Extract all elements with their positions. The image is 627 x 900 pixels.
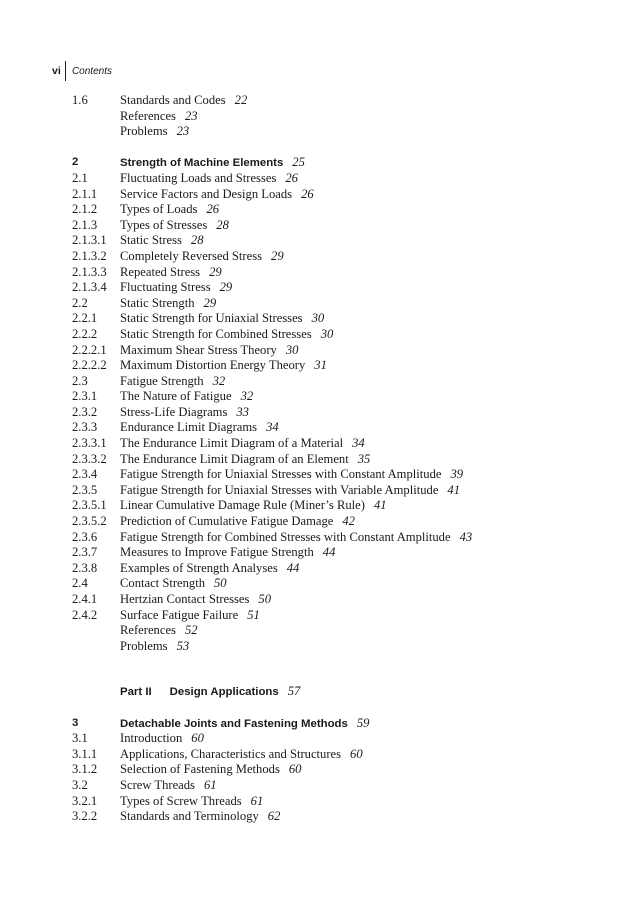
- toc-entry[interactable]: [72, 809, 612, 825]
- toc-entry-number: 2.3.7: [72, 545, 98, 560]
- toc-entry-page: 29: [271, 248, 284, 263]
- toc-entry[interactable]: [72, 778, 612, 794]
- toc-entry[interactable]: [72, 311, 612, 327]
- toc-entry-title: References: [120, 623, 176, 638]
- toc-entry-number: 2.4: [72, 576, 88, 591]
- toc-entry-page: 59: [356, 715, 370, 730]
- toc-entry-title: Problems: [120, 124, 168, 139]
- toc-entry-page: 23: [184, 108, 198, 123]
- toc-entry[interactable]: [72, 233, 612, 249]
- toc-entry-number: 3: [72, 716, 79, 729]
- toc-entry-title: Service Factors and Design Loads: [120, 186, 293, 201]
- toc-entry[interactable]: [72, 592, 612, 608]
- toc-entry-page: 44: [322, 545, 336, 560]
- header-rule: [65, 61, 66, 81]
- toc-entry-page: 41: [373, 498, 387, 513]
- toc-entry-page: 41: [447, 482, 461, 497]
- toc-entry-title: The Nature of Fatigue: [120, 389, 232, 404]
- toc-entry-title: Selection of Fastening Methods: [120, 762, 280, 777]
- toc-entry[interactable]: [72, 420, 612, 436]
- spacer: [72, 140, 612, 156]
- toc-entry[interactable]: [72, 545, 612, 561]
- toc-entry-title: Fluctuating Stress: [120, 280, 211, 295]
- toc-entry-number: 3.2.1: [72, 793, 98, 808]
- toc-entry-page: 26: [285, 170, 298, 185]
- toc-entry-title: Maximum Shear Stress Theory: [120, 342, 277, 357]
- toc-entry[interactable]: [72, 171, 612, 187]
- toc-entry-title: Fatigue Strength for Uniaxial Stresses with Constant Amplitude: [120, 467, 442, 482]
- toc-entry[interactable]: [72, 296, 612, 312]
- toc-entry-page: 32: [212, 373, 226, 388]
- table-of-contents: [72, 93, 612, 825]
- spacer: [72, 700, 612, 716]
- toc-entry-title: Hertzian Contact Stresses: [120, 592, 250, 606]
- toc-entry-page: 34: [352, 436, 365, 451]
- toc-entry[interactable]: [72, 389, 612, 405]
- spacer: [72, 654, 612, 684]
- toc-entry-number: 2.2.2: [72, 326, 98, 341]
- toc-entry-number: 2.3.3: [72, 420, 98, 435]
- toc-entry-number: 2: [72, 156, 79, 169]
- toc-entry-number: 2.1.3.4: [72, 280, 107, 295]
- toc-entry-number: 2.3.3.1: [72, 436, 107, 451]
- toc-entry-page: 57: [287, 684, 301, 699]
- toc-entry-title: Endurance Limit Diagrams: [120, 420, 258, 435]
- toc-entry[interactable]: [72, 327, 612, 343]
- toc-entry-title: Fatigue Strength for Uniaxial Stresses with Variable Amplitude: [120, 482, 439, 497]
- toc-entry-number: 2.2.2.2: [72, 358, 107, 373]
- toc-entry-page: 61: [203, 777, 217, 792]
- toc-entry-number: 2.3.5.2: [72, 514, 107, 529]
- toc-entry-page: 32: [240, 389, 254, 404]
- toc-entry-title: Types of Screw Threads: [120, 793, 242, 808]
- toc-entry[interactable]: [72, 530, 612, 546]
- toc-entry-page: 28: [190, 233, 204, 248]
- toc-entry-page: 29: [203, 295, 217, 310]
- toc-entry-page: 25: [292, 155, 305, 170]
- toc-entry-title: Maximum Distortion Energy Theory: [120, 358, 306, 373]
- toc-entry[interactable]: [72, 187, 612, 203]
- toc-entry[interactable]: [72, 93, 612, 109]
- toc-entry[interactable]: [72, 576, 612, 592]
- toc-entry-title: Completely Reversed Stress: [120, 248, 263, 263]
- toc-entry-title: Fatigue Strength for Combined Stresses with Constant Amplitude: [120, 529, 451, 544]
- toc-entry-title: Contact Strength: [120, 576, 205, 591]
- page-header: [52, 61, 112, 81]
- toc-entry[interactable]: [72, 358, 612, 374]
- toc-entry-page: 33: [236, 404, 249, 419]
- toc-entry[interactable]: [72, 265, 612, 281]
- toc-entry-number: 2.3.8: [72, 560, 98, 575]
- toc-entry-title: References: [120, 108, 176, 123]
- toc-entry-number: 2.2.1: [72, 311, 98, 326]
- toc-chapter-2[interactable]: [72, 155, 612, 171]
- toc-entry-title: Prediction of Cumulative Fatigue Damage: [120, 514, 334, 529]
- toc-entry-page: 60: [191, 731, 204, 746]
- toc-entry-number: 3.1.2: [72, 762, 98, 777]
- toc-entry-number: 2.4.1: [72, 592, 98, 606]
- toc-entry[interactable]: [72, 109, 612, 125]
- toc-entry-title: Introduction: [120, 731, 183, 746]
- toc-block-ch3: [72, 731, 612, 825]
- page-folio: vi: [52, 65, 61, 77]
- toc-entry-title: Types of Loads: [120, 202, 198, 217]
- toc-entry-number: 2.1.3.1: [72, 233, 107, 248]
- toc-entry-number: 2.3.6: [72, 529, 98, 544]
- toc-entry-number: 2.1.2: [72, 202, 98, 217]
- toc-entry-page: 28: [216, 217, 229, 232]
- toc-entry-title: Types of Stresses: [120, 217, 208, 232]
- running-title: Contents: [71, 65, 112, 77]
- toc-entry-page: 43: [459, 529, 473, 544]
- toc-entry-page: 39: [450, 467, 464, 482]
- toc-entry[interactable]: [72, 343, 612, 359]
- toc-entry-page: 60: [350, 746, 363, 761]
- toc-entry-page: 23: [176, 124, 190, 139]
- toc-entry-title: The Endurance Limit Diagram of a Material: [120, 436, 344, 451]
- toc-entry-number: 2.1.1: [72, 186, 98, 201]
- toc-entry-number: 2.3.3.2: [72, 451, 107, 466]
- toc-entry[interactable]: [72, 498, 612, 514]
- toc-entry[interactable]: [72, 124, 612, 140]
- toc-entry-page: 53: [176, 638, 190, 653]
- toc-entry-page: 30: [320, 326, 334, 341]
- toc-entry[interactable]: [72, 218, 612, 234]
- toc-entry-number: 2.1.3.2: [72, 248, 107, 263]
- toc-entry[interactable]: [72, 249, 612, 265]
- toc-entry-number: 2.1: [72, 170, 88, 185]
- toc-entry-page: 62: [267, 809, 281, 824]
- toc-entry-page: 31: [314, 358, 327, 373]
- toc-entry-page: 22: [234, 93, 248, 107]
- toc-entry[interactable]: [72, 623, 612, 639]
- toc-entry-number: 2.4.2: [72, 607, 98, 622]
- toc-entry-title: Fluctuating Loads and Stresses: [120, 170, 277, 185]
- toc-entry-title: Static Stress: [120, 233, 182, 248]
- toc-entry-page: 51: [247, 607, 260, 622]
- toc-entry-title: Static Strength for Combined Stresses: [120, 326, 312, 341]
- toc-part-2[interactable]: [72, 684, 612, 700]
- toc-entry[interactable]: [72, 405, 612, 421]
- toc-entry-number: 2.3.2: [72, 404, 98, 419]
- toc-part-label: Part II: [120, 686, 152, 699]
- toc-entry-title: Strength of Machine Elements: [120, 157, 284, 170]
- toc-entry[interactable]: [72, 561, 612, 577]
- toc-entry-title: Static Strength: [120, 295, 195, 310]
- toc-entry-page: 30: [311, 311, 325, 326]
- toc-entry-page: 30: [285, 342, 299, 357]
- toc-entry-page: 26: [301, 186, 314, 201]
- toc-entry[interactable]: [72, 452, 612, 468]
- toc-entry-number: 3.1: [72, 731, 88, 746]
- toc-entry[interactable]: [72, 202, 612, 218]
- toc-entry[interactable]: [72, 762, 612, 778]
- toc-entry-page: 60: [288, 762, 302, 777]
- toc-entry-page: 34: [266, 420, 279, 435]
- toc-entry-page: 42: [342, 514, 355, 529]
- toc-entry[interactable]: [72, 731, 612, 747]
- toc-entry-title: The Endurance Limit Diagram of an Element: [120, 451, 349, 466]
- toc-entry[interactable]: [72, 467, 612, 483]
- toc-entry-page: 50: [214, 576, 227, 591]
- toc-entry-page: 50: [258, 592, 271, 606]
- toc-entry-page: 35: [357, 451, 371, 466]
- toc-entry[interactable]: [72, 639, 612, 655]
- toc-entry-number: 2.2: [72, 295, 88, 310]
- toc-entry-number: 2.1.3: [72, 217, 98, 232]
- toc-entry-page: 26: [206, 202, 220, 217]
- toc-entry-title: Linear Cumulative Damage Rule (Miner’s Rule): [120, 498, 365, 513]
- toc-entry-page: 52: [184, 623, 198, 638]
- toc-entry-title: Standards and Terminology: [120, 809, 259, 824]
- toc-entry-number: 2.3.1: [72, 389, 98, 404]
- toc-entry[interactable]: [72, 794, 612, 810]
- toc-entry-title: Applications, Characteristics and Structures: [120, 746, 342, 761]
- toc-entry-title: Problems: [120, 638, 168, 653]
- toc-entry[interactable]: [72, 608, 612, 624]
- toc-entry-title: Measures to Improve Fatigue Strength: [120, 545, 314, 560]
- toc-entry-number: 3.2: [72, 777, 88, 792]
- toc-entry-number: 2.2.2.1: [72, 342, 107, 357]
- toc-entry-title: Repeated Stress: [120, 264, 201, 279]
- toc-block-ch1-end: [72, 93, 612, 140]
- toc-entry-number: 3.2.2: [72, 809, 98, 824]
- toc-entry-title: Static Strength for Uniaxial Stresses: [120, 311, 303, 326]
- toc-entry-title: Design Applications: [169, 686, 279, 699]
- toc-entry-title: Surface Fatigue Failure: [120, 607, 239, 622]
- toc-entry-number: 2.3: [72, 373, 88, 388]
- toc-entry-page: 29: [219, 280, 233, 295]
- toc-entry[interactable]: [72, 436, 612, 452]
- toc-entry-number: 2.3.5.1: [72, 498, 107, 513]
- toc-entry[interactable]: [72, 747, 612, 763]
- toc-entry-title: Examples of Strength Analyses: [120, 560, 278, 575]
- toc-entry-number: 2.1.3.3: [72, 264, 107, 279]
- toc-entry-page: 61: [250, 793, 264, 808]
- toc-entry-number: 1.6: [72, 93, 88, 107]
- toc-entry-number: 2.3.4: [72, 467, 98, 482]
- toc-entry-number: 2.3.5: [72, 482, 98, 497]
- toc-entry-title: Detachable Joints and Fastening Methods: [120, 717, 348, 730]
- toc-entry-title: Stress-Life Diagrams: [120, 404, 228, 419]
- toc-entry-page: 29: [209, 264, 222, 279]
- toc-entry[interactable]: [72, 280, 612, 296]
- toc-entry-page: 44: [286, 560, 300, 575]
- toc-entry[interactable]: [72, 514, 612, 530]
- toc-entry-title: Fatigue Strength: [120, 373, 204, 388]
- toc-entry[interactable]: [72, 483, 612, 499]
- toc-chapter-3[interactable]: [72, 716, 612, 732]
- toc-entry[interactable]: [72, 374, 612, 390]
- toc-entry-title: Standards and Codes: [120, 93, 226, 107]
- toc-block-ch2: [72, 171, 612, 654]
- toc-entry-title: Screw Threads: [120, 777, 195, 792]
- toc-entry-number: 3.1.1: [72, 746, 98, 761]
